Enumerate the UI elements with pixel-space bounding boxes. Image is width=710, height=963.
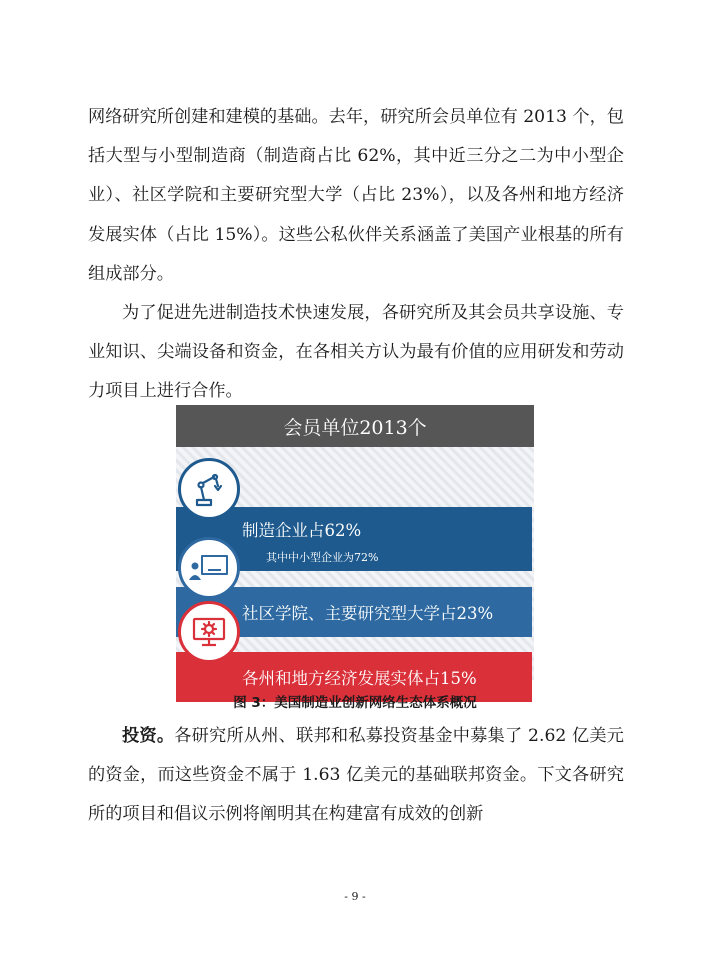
- classroom-board-icon: [178, 537, 240, 599]
- paragraph-3-text: 各研究所从州、联邦和私募投资基金中募集了 2.62 亿美元的资金，而这些资金不属于 1.63 亿美元的基础联邦资金。下文各研究所的项目和倡议示例将阐明其在构建富有成效的创新: [88, 726, 624, 825]
- band-manufacturers-title: 制造企业占62%: [242, 521, 362, 540]
- band-universities-title: 社区学院、主要研究型大学占23%: [242, 604, 494, 623]
- infographic-header: 会员单位2013个: [176, 405, 534, 447]
- band-manufacturers-subtitle: 其中中小型企业为72%: [266, 551, 379, 564]
- robot-arm-icon: [178, 458, 240, 520]
- page-number: - 9 -: [344, 890, 366, 903]
- gear-monitor-icon: [178, 601, 240, 663]
- figure-caption: 图 3：美国制造业创新网络生态体系概况: [233, 695, 477, 711]
- body-paragraph-2: 为了促进先进制造技术快速发展，各研究所及其会员共享设施、专业知识、尖端设备和资金，在各相关方认为最有价值的应用研发和劳动力项目上进行合作。: [88, 303, 624, 402]
- band-economic-entities-title: 各州和地方经济发展实体占15%: [242, 669, 477, 688]
- body-paragraph-3: [88, 717, 624, 835]
- paragraph-lead-term: 投资。: [122, 726, 175, 746]
- body-paragraph-1: 网络研究所创建和建模的基础。去年，研究所会员单位有 2013 个，包括大型与小型制造商（制造商占比 62%，其中近三分之二为中小型企业）、社区学院和主要研究型大学（占比 23%），以及各州和地方经济发展实体（占比 15%）。这些公私伙伴关系涵盖了美国产业根基的所有组成部分。: [88, 107, 624, 284]
